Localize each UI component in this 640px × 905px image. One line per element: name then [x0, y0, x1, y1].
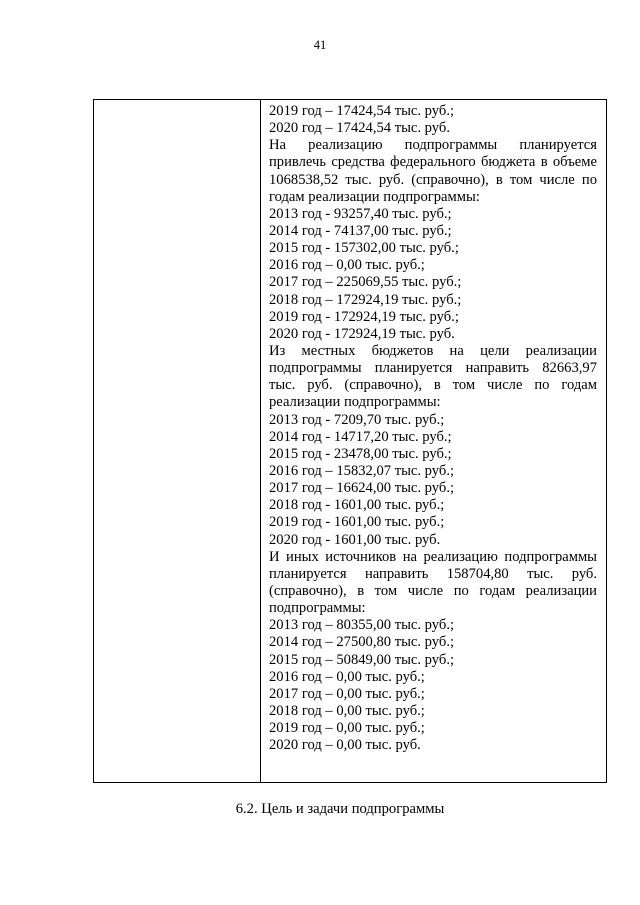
funding-line: На реализацию подпрограммы планируется — [269, 137, 597, 154]
funding-line: (справочно), в том числе по годам реализации — [269, 582, 597, 599]
funding-line: 1068538,52 тыс. руб. (справочно), в том числе по — [269, 171, 597, 188]
funding-line: годам реализации подпрограммы: — [269, 188, 480, 205]
funding-line: 2017 год – 0,00 тыс. руб.; — [269, 685, 425, 702]
funding-line: 2019 год – 0,00 тыс. руб.; — [269, 720, 425, 737]
funding-line: 2018 год – 172924,19 тыс. руб.; — [269, 291, 462, 308]
funding-line: планируется направить 158704,80 тыс. руб. — [269, 565, 597, 582]
funding-table — [93, 99, 607, 783]
funding-line: 2015 год - 23478,00 тыс. руб.; — [269, 445, 452, 462]
funding-line: 2013 год - 93257,40 тыс. руб.; — [269, 205, 452, 222]
funding-line: 2018 год – 0,00 тыс. руб.; — [269, 702, 425, 719]
funding-line: 2016 год – 15832,07 тыс. руб.; — [269, 462, 455, 479]
funding-line: 2014 год - 74137,00 тыс. руб.; — [269, 222, 452, 239]
funding-line: 2014 год - 14717,20 тыс. руб.; — [269, 428, 452, 445]
funding-line: 2020 год - 1601,00 тыс. руб. — [269, 531, 441, 548]
funding-line: 2020 год – 0,00 тыс. руб. — [269, 737, 421, 754]
funding-line: 2017 год – 225069,55 тыс. руб.; — [269, 274, 462, 291]
funding-line: 2015 год – 50849,00 тыс. руб.; — [269, 651, 455, 668]
funding-line: 2020 год – 17424,54 тыс. руб. — [269, 120, 450, 137]
section-heading: 6.2. Цель и задачи подпрограммы — [235, 801, 445, 817]
funding-line: 2019 год - 1601,00 тыс. руб.; — [269, 514, 445, 531]
funding-line: 2018 год - 1601,00 тыс. руб.; — [269, 497, 445, 514]
funding-line: 2019 год - 172924,19 тыс. руб.; — [269, 308, 459, 325]
funding-line: подпрограммы: — [269, 600, 366, 617]
funding-line: 2016 год – 0,00 тыс. руб.; — [269, 668, 425, 685]
funding-line: Из местных бюджетов на цели реализации — [269, 342, 597, 359]
funding-cell-text — [269, 103, 597, 754]
funding-line: тыс. руб. (справочно), в том числе по годам — [269, 377, 597, 394]
column-divider — [260, 100, 261, 782]
funding-line: привлечь средства федерального бюджета в объеме — [269, 154, 597, 171]
funding-line: И иных источников на реализацию подпрограммы — [269, 548, 597, 565]
funding-line: 2014 год – 27500,80 тыс. руб.; — [269, 634, 455, 651]
funding-line: 2013 год - 7209,70 тыс. руб.; — [269, 411, 445, 428]
funding-line: 2020 год - 172924,19 тыс. руб. — [269, 325, 455, 342]
funding-line: реализации подпрограммы: — [269, 394, 441, 411]
funding-line: 2019 год – 17424,54 тыс. руб.; — [269, 103, 455, 119]
funding-line: 2015 год - 157302,00 тыс. руб.; — [269, 240, 459, 257]
funding-line: 2017 год – 16624,00 тыс. руб.; — [269, 480, 455, 497]
page-number: 41 — [313, 38, 327, 52]
funding-line: 2013 год – 80355,00 тыс. руб.; — [269, 617, 455, 634]
funding-line: подпрограммы планируется направить 82663,97 — [269, 360, 597, 377]
funding-line: 2016 год – 0,00 тыс. руб.; — [269, 257, 425, 274]
